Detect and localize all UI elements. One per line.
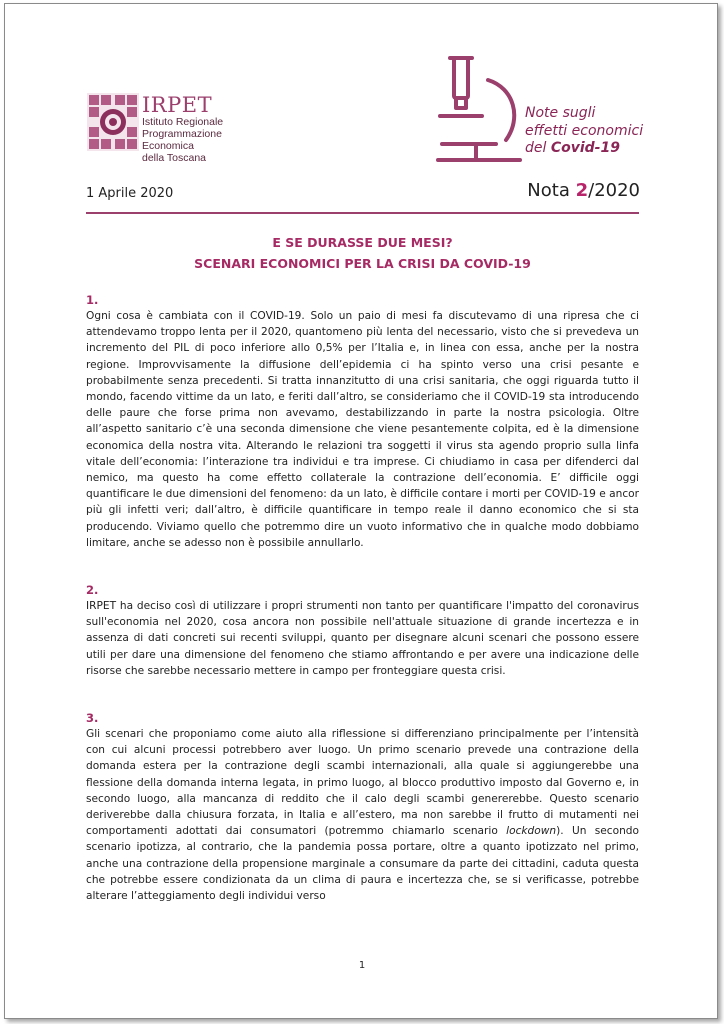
- section-3: [86, 710, 639, 904]
- section-text: IRPET ha deciso così di utilizzare i propri strumenti non tanto per quantificare l'impatto del coronavirus sull'economia nel 2020, cosa ancora non possibile nell'attuale situazione di grande incertezza e in assenza di dati concreti sui recenti sviluppi, quanto per disegnare alcuni scenari che possono essere utili per dare una dimensione del fenomeno che stiamo affrontando e per avere una indicazione delle risorse che sarebbe necessario mettere in campo per fronteggiare questa crisi.: [86, 600, 639, 677]
- irpet-logo-text: [142, 94, 223, 164]
- lockdown-term: lockdown: [506, 825, 557, 838]
- document-title: [86, 232, 639, 274]
- header-divider: [86, 212, 639, 214]
- section-number: 2.: [86, 583, 99, 597]
- section-text: Ogni cosa è cambiata con il COVID-19. Solo un paio di mesi fa discutevamo di una ripresa che ci attendevamo troppo lenta per il 2020, quantomeno più lenta del necessario, visto che si prevedeva un incremento del PIL di poco inferiore allo 0,5% per l’Italia e, in linea con essa, anche per la nostra regione. Improvvisamente la diffusione dell’epidemia ci ha spinto verso una crisi pesante e probabilmente senza precedenti. Si tratta innanzitutto di una crisi sanitaria, che oggi riguarda tutto il mondo, facendo vittime da un lato, e feriti dall’altro, se consideriamo che il COVID-19 sta introducendo delle paure che forse prima non avevamo, destabilizzando in parte la nostra psicologia. Oltre all’aspetto sanitario c’è una seconda dimensione che viene pesantemente colpita, ed è la dimensione economica della nostra vita. Alterando le relazioni tra soggetti il virus sta agendo proprio sulla linfa vitale dell’economia: l’interazione tra individui e tra imprese. Ci chiudiamo in casa per difenderci dal nemico, ma questo ha come effetto collaterale la contrazione dell’economia. E’ difficile oggi quantificare le due dimensioni del fenomeno: da un lato, è difficile contare i morti per COVID-19 e ancor più gli infetti veri; dall’altro, è difficile quantificare in tempo reale il danno economico che si sta producendo. Viviamo quello che potremmo dire un vuoto informativo che in qualche modo dobbiamo limitare, anche se adesso non è possibile annullarlo.: [86, 310, 639, 549]
- title-line-2: SCENARI ECONOMICI PER LA CRISI DA COVID-19: [194, 256, 531, 271]
- nota-suffix: /2020: [588, 180, 640, 201]
- note-series-title: [525, 105, 643, 158]
- note-series-del: del: [525, 140, 547, 156]
- section-text: [86, 726, 639, 904]
- note-series-line-3: [525, 140, 643, 158]
- section-number: 1.: [86, 293, 99, 307]
- section-2: [86, 582, 639, 679]
- institute-line-3: Economica: [142, 140, 194, 152]
- note-series-line-2: effetti economici: [525, 122, 644, 139]
- nota-number: [527, 180, 640, 201]
- section-text-part: Gli scenari che proponiamo come aiuto alla riflessione si differenziano principalmente per l’intensità con cui alcuni processi potrebbero aver luogo. Un primo scenario prevede una contrazione della domanda estera per la contrazione degli scambi internazionali, alla quale si aggiungerebbe una flessione della domanda interna legata, in primo luogo, al blocco produttivo imposto dal Governo e, in secondo luogo, alla mancanza di reddito che il calo degli scambi genererebbe. Questo scenario deriverebbe dalla chiusura forzata, in Italia e all’estero, ma non sarebbe il frutto di mutamenti nei comportamenti adottati dai consumatori (potremmo chiamarlo scenario: [86, 728, 639, 838]
- irpet-logo-icon: [86, 92, 140, 152]
- section-text-part: ). Un secondo scenario ipotizza, al contrario, che la pandemia possa portare, oltre a quanto ipotizzato nel primo, anche una contrazione della propensione marginale a consumare da parte dei cittadini, caduta questa che potrebbe essere condizionata da un clima di paura e incertezza che, se si verificasse, potrebbe alterare l’atteggiamento degli individui verso: [86, 825, 639, 903]
- page-number: 1: [358, 960, 366, 971]
- institute-line-4: della Toscana: [142, 152, 207, 164]
- note-series-covid: Covid-19: [550, 140, 620, 156]
- section-1: [86, 292, 639, 551]
- note-series-line-1: Note sugli: [525, 105, 596, 121]
- nota-num: 2: [575, 180, 589, 201]
- institute-line-1: Istituto Regionale: [142, 116, 224, 128]
- microscope-icon: [436, 54, 531, 174]
- section-number: 3.: [86, 711, 99, 725]
- irpet-name: IRPET: [142, 93, 213, 117]
- title-line-1: E SE DURASSE DUE MESI?: [272, 235, 453, 250]
- publication-date: 1 Aprile 2020: [86, 186, 174, 201]
- nota-prefix: Nota: [527, 180, 576, 201]
- institute-line-2: Programmazione: [142, 128, 222, 140]
